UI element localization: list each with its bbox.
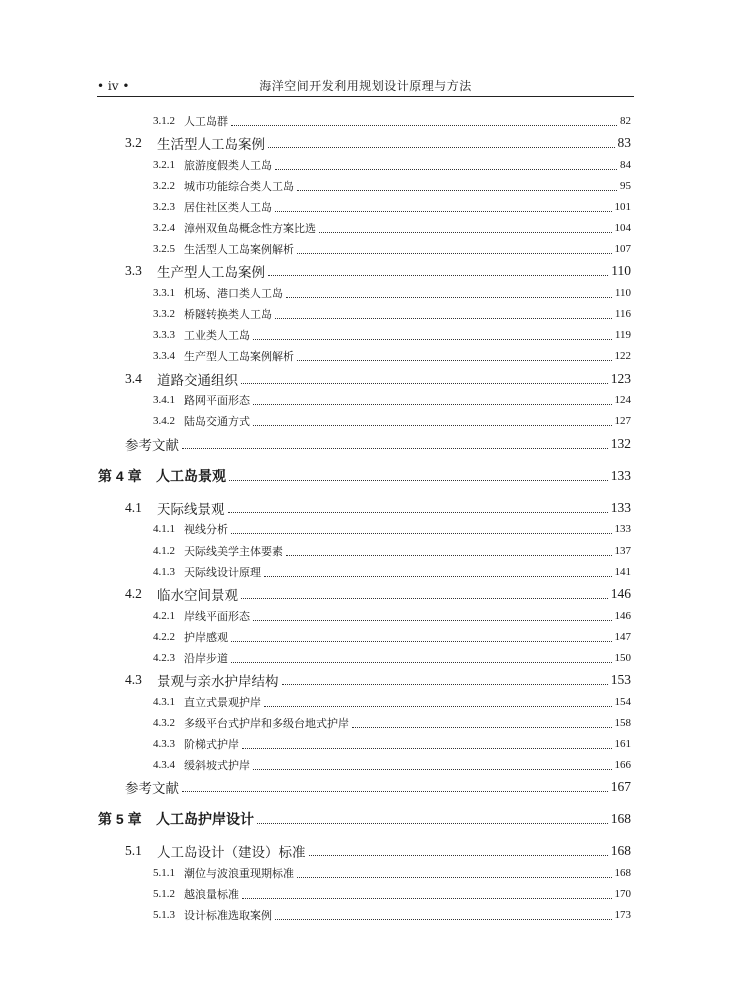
toc-subsection-entry (153, 713, 631, 733)
toc-chapter-entry (98, 809, 631, 829)
toc-page-number: 137 (614, 545, 631, 557)
toc-page-number: 127 (614, 415, 631, 427)
toc-title: 生活型人工岛案例解析 (184, 243, 294, 256)
toc-page-number: 110 (611, 263, 631, 278)
toc-subsection-entry (153, 346, 631, 366)
toc-title: 机场、港口类人工岛 (184, 287, 283, 300)
dot-leader (242, 898, 612, 899)
toc-number: 3.3.4 (153, 350, 175, 362)
toc-title: 护岸感观 (184, 631, 228, 644)
toc-number: 4.1 (125, 500, 142, 515)
toc-number: 3.3.3 (153, 329, 175, 341)
toc-subsection-entry (153, 283, 631, 303)
toc-page-number: 84 (620, 159, 631, 171)
dot-leader (231, 641, 612, 642)
page-number: • iv • (97, 79, 130, 93)
toc-number: 4.3.1 (153, 696, 175, 708)
toc-title: 人工岛群 (184, 115, 228, 128)
running-header (97, 78, 634, 97)
toc-number: 3.2 (125, 135, 142, 150)
toc-number: 3.4.2 (153, 415, 175, 427)
dot-leader (182, 791, 608, 792)
toc-title: 阶梯式护岸 (184, 738, 239, 751)
toc-title: 缓斜坡式护岸 (184, 759, 250, 772)
toc-page-number: 150 (614, 652, 631, 664)
toc-subsection-entry (153, 111, 631, 131)
toc-subsection-entry (153, 176, 631, 196)
dot-leader (241, 383, 608, 384)
toc-number: 4.3.3 (153, 738, 175, 750)
toc-number: 4.1.1 (153, 523, 175, 535)
toc-title: 参考文献 (125, 438, 179, 454)
toc-number: 4.2 (125, 586, 142, 601)
toc-page-number: 147 (614, 631, 631, 643)
toc-title: 路网平面形态 (184, 394, 250, 407)
toc-subsection-entry (153, 734, 631, 754)
toc-number: 5.1.2 (153, 888, 175, 900)
toc-page-number: 141 (614, 566, 631, 578)
dot-leader (352, 727, 612, 728)
toc-subsection-entry (153, 692, 631, 712)
dot-leader (268, 147, 615, 148)
toc-page-number: 123 (610, 371, 631, 386)
toc-number: 4.3.2 (153, 717, 175, 729)
toc-number: 4.2.3 (153, 652, 175, 664)
toc-number: 第 4 章 (98, 468, 142, 484)
toc-subsection-entry (153, 197, 631, 217)
dot-leader (253, 769, 612, 770)
toc-section-entry (125, 841, 631, 861)
toc-title: 景观与亲水护岸结构 (157, 674, 279, 690)
dot-leader (286, 297, 612, 298)
dot-leader (231, 125, 617, 126)
toc-number: 5.1.3 (153, 909, 175, 921)
dot-leader (309, 855, 608, 856)
toc-title: 人工岛景观 (156, 468, 226, 484)
toc-subsection-entry (153, 884, 631, 904)
toc-title: 天际线美学主体要素 (184, 545, 283, 558)
toc-title: 居住社区类人工岛 (184, 201, 272, 214)
toc-title: 多级平台式护岸和多级台地式护岸 (184, 717, 349, 730)
dot-leader (182, 448, 608, 449)
toc-page-number: 166 (614, 759, 631, 771)
toc-subsection-entry (153, 218, 631, 238)
toc-subsection-entry (153, 627, 631, 647)
toc-title: 生活型人工岛案例 (157, 137, 265, 153)
dot-leader (297, 360, 612, 361)
toc-page-number: 95 (620, 180, 631, 192)
toc-number: 3.1.2 (153, 115, 175, 127)
dot-leader (268, 275, 608, 276)
toc-title: 天际线设计原理 (184, 566, 261, 579)
toc-page-number: 173 (614, 909, 631, 921)
running-title: 海洋空间开发利用规划设计原理与方法 (259, 79, 472, 93)
toc-title: 岸线平面形态 (184, 610, 250, 623)
toc-page-number: 167 (610, 779, 631, 794)
toc-section-entry (125, 584, 631, 604)
toc-title: 沿岸步道 (184, 652, 228, 665)
toc-number: 3.3 (125, 263, 142, 278)
dot-leader (275, 919, 612, 920)
dot-leader (286, 555, 612, 556)
dot-leader (253, 404, 612, 405)
toc-references-entry (125, 434, 631, 454)
toc-page-number: 170 (614, 888, 631, 900)
toc-section-entry (125, 261, 631, 281)
toc-section-entry (125, 369, 631, 389)
dot-leader (275, 169, 617, 170)
toc-page-number: 83 (617, 135, 631, 150)
toc-title: 天际线景观 (157, 502, 225, 518)
toc-section-entry (125, 498, 631, 518)
toc-number: 5.1.1 (153, 867, 175, 879)
dot-leader (297, 190, 617, 191)
toc-page-number: 153 (610, 672, 631, 687)
toc-number: 第 5 章 (98, 811, 142, 827)
toc-title: 人工岛护岸设计 (156, 811, 254, 827)
dot-leader (264, 706, 612, 707)
dot-leader (231, 662, 612, 663)
dot-leader (241, 598, 608, 599)
toc-subsection-entry (153, 562, 631, 582)
dot-leader (282, 684, 608, 685)
toc-title: 临水空间景观 (157, 588, 238, 604)
toc-number: 3.2.1 (153, 159, 175, 171)
toc-subsection-entry (153, 155, 631, 175)
toc-subsection-entry (153, 325, 631, 345)
toc-subsection-entry (153, 905, 631, 925)
toc-title: 人工岛设计（建设）标准 (157, 845, 306, 861)
toc-subsection-entry (153, 411, 631, 431)
toc-number: 4.2.1 (153, 610, 175, 622)
toc-page-number: 101 (614, 201, 631, 213)
dot-leader (229, 480, 608, 481)
dot-leader (242, 748, 612, 749)
dot-leader (275, 211, 612, 212)
toc-page-number: 133 (610, 468, 631, 483)
toc-number: 4.1.3 (153, 566, 175, 578)
toc-page-number: 158 (614, 717, 631, 729)
toc-page-number: 116 (614, 308, 631, 320)
toc-page-number: 133 (614, 523, 631, 535)
toc-chapter-entry (98, 466, 631, 486)
toc-number: 4.2.2 (153, 631, 175, 643)
toc-title: 参考文献 (125, 781, 179, 797)
toc-page-number: 110 (614, 287, 631, 299)
toc-title: 道路交通组织 (157, 373, 238, 389)
toc-number: 3.3.2 (153, 308, 175, 320)
toc-page-number: 104 (614, 222, 631, 234)
toc-page-number: 146 (610, 586, 631, 601)
toc-number: 3.3.1 (153, 287, 175, 299)
toc-number: 3.2.4 (153, 222, 175, 234)
toc-number: 3.2.3 (153, 201, 175, 213)
dot-leader (264, 576, 612, 577)
toc-number: 3.4.1 (153, 394, 175, 406)
dot-leader (297, 877, 612, 878)
toc-subsection-entry (153, 648, 631, 668)
toc-number: 4.3.4 (153, 759, 175, 771)
toc-title: 设计标准选取案例 (184, 909, 272, 922)
dot-leader (253, 425, 612, 426)
dot-leader (275, 318, 612, 319)
toc-number: 3.4 (125, 371, 142, 386)
dot-leader (253, 620, 612, 621)
toc-subsection-entry (153, 390, 631, 410)
toc-page-number: 146 (614, 610, 631, 622)
toc-title: 生产型人工岛案例解析 (184, 350, 294, 363)
toc-section-entry (125, 670, 631, 690)
toc-page-number: 124 (614, 394, 631, 406)
toc-subsection-entry (153, 541, 631, 561)
toc-page-number: 133 (610, 500, 631, 515)
toc-section-entry (125, 133, 631, 153)
toc-title: 桥隧转换类人工岛 (184, 308, 272, 321)
toc-page-number: 132 (610, 436, 631, 451)
dot-leader (257, 823, 608, 824)
toc-number: 3.2.5 (153, 243, 175, 255)
toc-page-number: 168 (610, 811, 631, 826)
toc-subsection-entry (153, 755, 631, 775)
toc-page-number: 161 (614, 738, 631, 750)
toc-page-number: 107 (614, 243, 631, 255)
toc-page-number: 82 (620, 115, 631, 127)
toc-number: 4.3 (125, 672, 142, 687)
toc-number: 3.2.2 (153, 180, 175, 192)
dot-leader (231, 533, 612, 534)
toc-page-number: 119 (614, 329, 631, 341)
toc-number: 4.1.2 (153, 545, 175, 557)
toc-title: 城市功能综合类人工岛 (184, 180, 294, 193)
toc-title: 旅游度假类人工岛 (184, 159, 272, 172)
toc-title: 越浪量标准 (184, 888, 239, 901)
toc-subsection-entry (153, 304, 631, 324)
dot-leader (253, 339, 612, 340)
toc-subsection-entry (153, 239, 631, 259)
toc-subsection-entry (153, 519, 631, 539)
toc-title: 潮位与波浪重现期标准 (184, 867, 294, 880)
toc-number: 5.1 (125, 843, 142, 858)
toc-subsection-entry (153, 606, 631, 626)
dot-leader (228, 512, 608, 513)
toc-title: 直立式景观护岸 (184, 696, 261, 709)
toc-page-number: 154 (614, 696, 631, 708)
dot-leader (319, 232, 612, 233)
toc-page-number: 168 (610, 843, 631, 858)
toc-page-number: 122 (614, 350, 631, 362)
toc-title: 漳州双鱼岛概念性方案比选 (184, 222, 316, 235)
dot-leader (297, 253, 612, 254)
toc-title: 生产型人工岛案例 (157, 265, 265, 281)
toc-title: 陆岛交通方式 (184, 415, 250, 428)
toc-references-entry (125, 777, 631, 797)
toc-title: 工业类人工岛 (184, 329, 250, 342)
toc-subsection-entry (153, 863, 631, 883)
toc-title: 视线分析 (184, 523, 228, 536)
toc-page-number: 168 (614, 867, 631, 879)
